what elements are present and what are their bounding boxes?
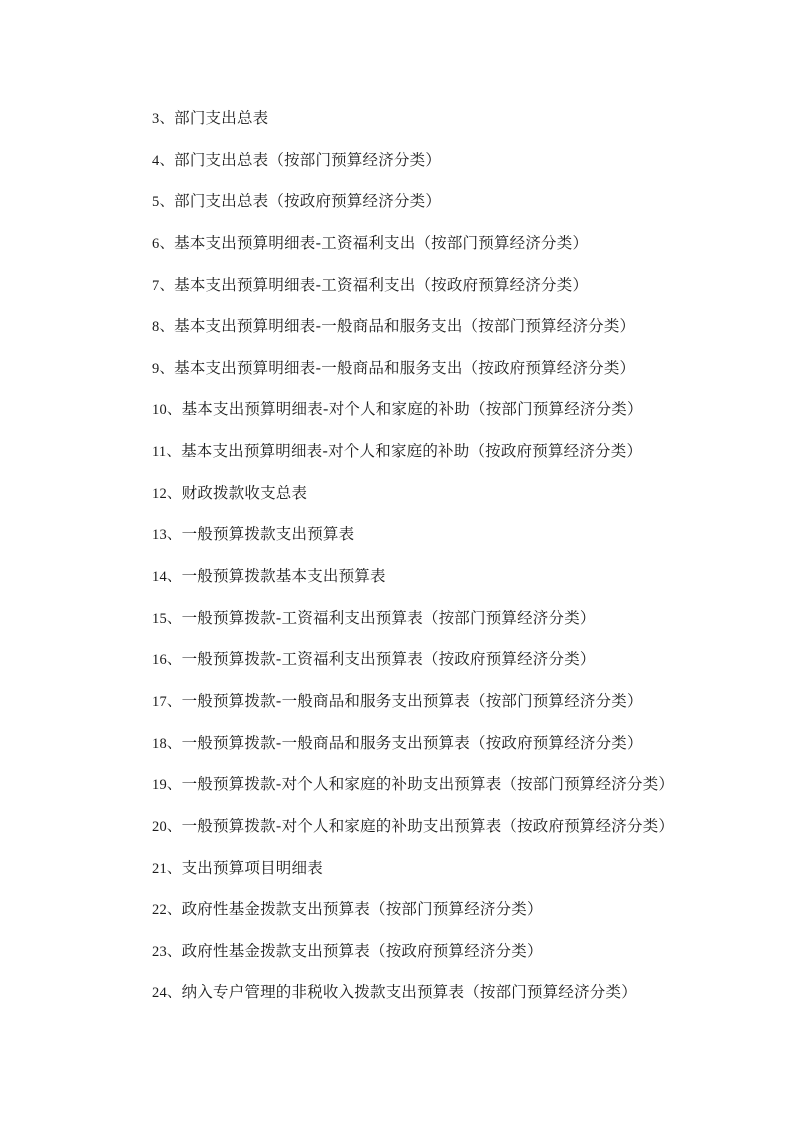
toc-item-number: 12、 — [152, 485, 182, 502]
toc-item — [152, 814, 674, 856]
toc-item-title: 纳入专户管理的非税收入拨款支出预算表（按部门预算经济分类） — [181, 983, 637, 1002]
toc-item-title: 基本支出预算明细表-一般商品和服务支出（按部门预算经济分类） — [174, 317, 636, 336]
toc-item-title: 一般预算拨款-一般商品和服务支出预算表（按部门预算经济分类） — [181, 691, 643, 710]
toc-item-number: 23、 — [152, 943, 182, 960]
table-of-contents — [152, 106, 674, 1022]
toc-item — [152, 439, 674, 481]
toc-item-title: 基本支出预算明细表-工资福利支出（按政府预算经济分类） — [174, 275, 589, 294]
toc-item-title: 一般预算拨款-对个人和家庭的补助支出预算表（按政府预算经济分类） — [181, 816, 675, 835]
toc-item-number: 22、 — [152, 902, 182, 919]
toc-item-number: 15、 — [152, 610, 182, 627]
toc-item-title: 部门支出总表 — [174, 109, 269, 127]
toc-item — [152, 647, 674, 689]
toc-item-number: 3、 — [152, 111, 175, 127]
toc-item-title: 一般预算拨款-工资福利支出预算表（按部门预算经济分类） — [181, 608, 596, 627]
toc-item-number: 7、 — [152, 277, 175, 294]
toc-item-title: 支出预算项目明细表 — [181, 858, 323, 877]
toc-item-number: 10、 — [152, 402, 182, 419]
toc-item-number: 16、 — [152, 652, 182, 669]
toc-item — [152, 689, 674, 731]
toc-item-title: 一般预算拨款-工资福利支出预算表（按政府预算经济分类） — [181, 650, 596, 669]
toc-item — [152, 897, 674, 939]
toc-item — [152, 189, 674, 231]
toc-item — [152, 231, 674, 273]
toc-item-title: 一般预算拨款-一般商品和服务支出预算表（按政府预算经济分类） — [181, 733, 643, 752]
toc-item-title: 基本支出预算明细表-对个人和家庭的补助（按部门预算经济分类） — [181, 400, 643, 419]
toc-item — [152, 564, 674, 606]
toc-item-number: 13、 — [152, 527, 182, 544]
toc-item-number: 19、 — [152, 777, 182, 794]
toc-item-title: 政府性基金拨款支出预算表（按部门预算经济分类） — [181, 900, 543, 919]
toc-item-title: 财政拨款收支总表 — [181, 483, 308, 502]
toc-item-number: 9、 — [152, 360, 175, 377]
toc-item — [152, 772, 674, 814]
toc-item-title: 政府性基金拨款支出预算表（按政府预算经济分类） — [181, 941, 543, 960]
toc-item — [152, 106, 674, 148]
toc-item-title: 基本支出预算明细表-对个人和家庭的补助（按政府预算经济分类） — [181, 442, 643, 461]
toc-item-title: 基本支出预算明细表-工资福利支出（按部门预算经济分类） — [174, 233, 589, 252]
toc-item-number: 5、 — [152, 194, 175, 211]
toc-item-title: 一般预算拨款支出预算表 — [181, 525, 355, 544]
toc-item-number: 24、 — [152, 985, 182, 1002]
toc-item — [152, 939, 674, 981]
toc-item — [152, 980, 674, 1022]
toc-item-number: 11、 — [152, 444, 182, 461]
toc-item-number: 8、 — [152, 319, 175, 336]
toc-item — [152, 522, 674, 564]
toc-item-number: 4、 — [152, 152, 175, 169]
toc-item — [152, 397, 674, 439]
toc-item — [152, 606, 674, 648]
toc-item — [152, 731, 674, 773]
toc-item — [152, 856, 674, 898]
toc-item — [152, 356, 674, 398]
toc-item-number: 21、 — [152, 860, 182, 877]
toc-item — [152, 273, 674, 315]
toc-item-title: 部门支出总表（按政府预算经济分类） — [174, 192, 442, 211]
toc-item-title: 一般预算拨款基本支出预算表 — [181, 567, 386, 586]
toc-item — [152, 314, 674, 356]
toc-item-number: 6、 — [152, 235, 175, 252]
toc-item-number: 17、 — [152, 693, 182, 710]
toc-item-title: 一般预算拨款-对个人和家庭的补助支出预算表（按部门预算经济分类） — [181, 775, 675, 794]
toc-item-title: 部门支出总表（按部门预算经济分类） — [174, 150, 442, 169]
toc-item-number: 14、 — [152, 569, 182, 586]
toc-item — [152, 148, 674, 190]
toc-item — [152, 481, 674, 523]
toc-item-number: 18、 — [152, 735, 182, 752]
toc-item-title: 基本支出预算明细表-一般商品和服务支出（按政府预算经济分类） — [174, 358, 636, 377]
toc-item-number: 20、 — [152, 818, 182, 835]
